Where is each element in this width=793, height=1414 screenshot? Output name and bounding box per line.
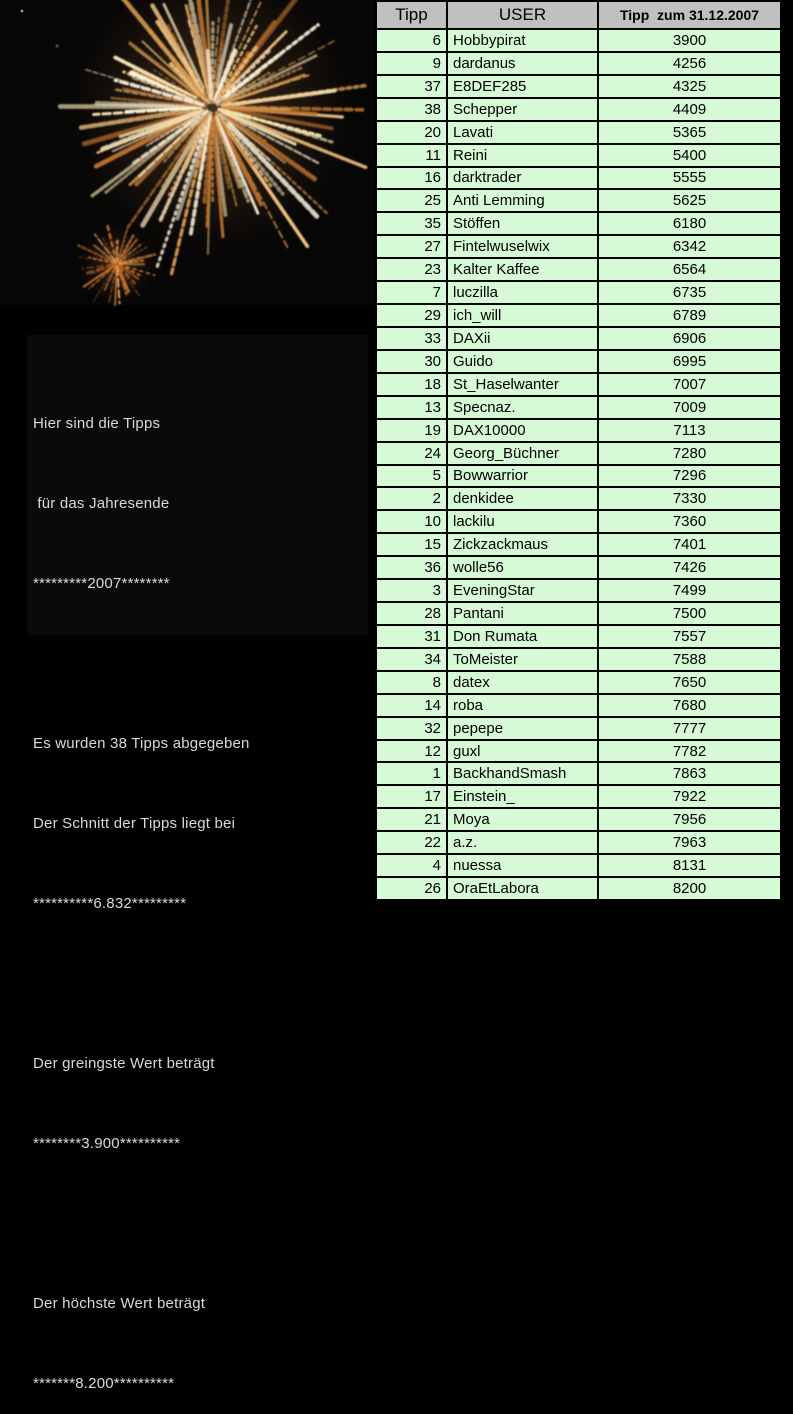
cell-tipp-number: 15 (377, 534, 446, 555)
cell-user: Pantani (448, 603, 597, 624)
cell-user: luczilla (448, 282, 597, 303)
cell-tipp-number: 10 (377, 511, 446, 532)
cell-user: lackilu (448, 511, 597, 532)
cell-tipp-number: 12 (377, 741, 446, 762)
ember-speck (55, 44, 58, 47)
cell-user: St_Haselwanter (448, 374, 597, 395)
cell-user: BackhandSmash (448, 763, 597, 784)
summary-line: Es wurden 38 Tipps abgegeben (33, 734, 250, 754)
cell-user: denkidee (448, 488, 597, 509)
cell-tipp-value: 3900 (599, 30, 780, 51)
cell-user: wolle56 (448, 557, 597, 578)
column-header-tipp-zum: Tipp zum 31.12.2007 (599, 2, 780, 28)
cell-tipp-value: 6789 (599, 305, 780, 326)
summary-line: Der Schnitt der Tipps liegt bei (33, 814, 250, 834)
summary-line: **********6.832********* (33, 894, 250, 914)
summary-line: für das Jahresende (33, 494, 250, 514)
cell-tipp-value: 7280 (599, 443, 780, 464)
cell-tipp-value: 5365 (599, 122, 780, 143)
cell-tipp-number: 36 (377, 557, 446, 578)
cell-tipp-number: 13 (377, 397, 446, 418)
tipps-table (375, 0, 782, 901)
column-header-user: USER (448, 2, 597, 28)
cell-tipp-number: 21 (377, 809, 446, 830)
cell-user: DAXii (448, 328, 597, 349)
cell-tipp-value: 7777 (599, 718, 780, 739)
column-header-tipp: Tipp (377, 2, 446, 28)
cell-user: ToMeister (448, 649, 597, 670)
cell-tipp-number: 18 (377, 374, 446, 395)
cell-user: Zickzackmaus (448, 534, 597, 555)
cell-tipp-number: 9 (377, 53, 446, 74)
cell-user: E8DEF285 (448, 76, 597, 97)
summary-line (33, 654, 250, 674)
cell-tipp-number: 25 (377, 190, 446, 211)
cell-user: Specnaz. (448, 397, 597, 418)
cell-user: Hobbypirat (448, 30, 597, 51)
cell-tipp-number: 24 (377, 443, 446, 464)
cell-tipp-value: 7650 (599, 672, 780, 693)
cell-tipp-number: 14 (377, 695, 446, 716)
cell-user: DAX10000 (448, 420, 597, 441)
summary-line: Der greingste Wert beträgt (33, 1054, 250, 1074)
cell-tipp-value: 6564 (599, 259, 780, 280)
cell-tipp-number: 19 (377, 420, 446, 441)
cell-user: guxl (448, 741, 597, 762)
cell-tipp-number: 27 (377, 236, 446, 257)
cell-tipp-value: 6180 (599, 213, 780, 234)
cell-tipp-number: 35 (377, 213, 446, 234)
fireworks-photo (0, 0, 375, 312)
cell-tipp-number: 11 (377, 145, 446, 166)
cell-tipp-number: 37 (377, 76, 446, 97)
cell-user: nuessa (448, 855, 597, 876)
cell-tipp-value: 5555 (599, 168, 780, 189)
cell-tipp-number: 23 (377, 259, 446, 280)
cell-user: Lavati (448, 122, 597, 143)
cell-tipp-value: 7963 (599, 832, 780, 853)
cell-tipp-value: 7588 (599, 649, 780, 670)
cell-user: Anti Lemming (448, 190, 597, 211)
cell-tipp-number: 3 (377, 580, 446, 601)
cell-tipp-number: 6 (377, 30, 446, 51)
cell-user: Georg_Büchner (448, 443, 597, 464)
cell-tipp-value: 8200 (599, 878, 780, 899)
cell-tipp-value: 7426 (599, 557, 780, 578)
summary-line: Der höchste Wert beträgt (33, 1294, 250, 1314)
cell-tipp-value: 5625 (599, 190, 780, 211)
cell-user: Don Rumata (448, 626, 597, 647)
cell-tipp-value: 6735 (599, 282, 780, 303)
summary-line (33, 974, 250, 994)
cell-tipp-number: 29 (377, 305, 446, 326)
cell-tipp-number: 7 (377, 282, 446, 303)
cell-tipp-number: 16 (377, 168, 446, 189)
cell-user: Schepper (448, 99, 597, 120)
cell-tipp-number: 5 (377, 466, 446, 487)
cell-tipp-value: 7680 (599, 695, 780, 716)
cell-user: dardanus (448, 53, 597, 74)
cell-user: EveningStar (448, 580, 597, 601)
star-speck (21, 10, 24, 13)
cell-tipp-value: 7360 (599, 511, 780, 532)
cell-user: Reini (448, 145, 597, 166)
cell-tipp-value: 4409 (599, 99, 780, 120)
cell-tipp-number: 28 (377, 603, 446, 624)
cell-user: datex (448, 672, 597, 693)
cell-user: roba (448, 695, 597, 716)
cell-user: Fintelwuselwix (448, 236, 597, 257)
cell-tipp-value: 7499 (599, 580, 780, 601)
cell-tipp-value: 7557 (599, 626, 780, 647)
cell-tipp-value: 7007 (599, 374, 780, 395)
cell-tipp-number: 4 (377, 855, 446, 876)
cell-user: Stöffen (448, 213, 597, 234)
cell-tipp-number: 20 (377, 122, 446, 143)
cell-tipp-value: 7956 (599, 809, 780, 830)
summary-line (33, 1214, 250, 1234)
cell-tipp-number: 31 (377, 626, 446, 647)
cell-tipp-value: 4256 (599, 53, 780, 74)
cell-user: Bowwarrior (448, 466, 597, 487)
cell-tipp-value: 7113 (599, 420, 780, 441)
cell-tipp-number: 32 (377, 718, 446, 739)
cell-tipp-value: 7401 (599, 534, 780, 555)
cell-tipp-value: 7782 (599, 741, 780, 762)
cell-tipp-number: 30 (377, 351, 446, 372)
summary-line: Hier sind die Tipps (33, 414, 250, 434)
cell-user: pepepe (448, 718, 597, 739)
summary-line: *********2007******** (33, 574, 250, 594)
cell-tipp-number: 34 (377, 649, 446, 670)
cell-user: Einstein_ (448, 786, 597, 807)
cell-tipp-number: 8 (377, 672, 446, 693)
cell-tipp-value: 7863 (599, 763, 780, 784)
cell-user: a.z. (448, 832, 597, 853)
cell-tipp-value: 8131 (599, 855, 780, 876)
cell-user: OraEtLabora (448, 878, 597, 899)
cell-tipp-value: 6906 (599, 328, 780, 349)
cell-tipp-number: 17 (377, 786, 446, 807)
cell-tipp-value: 4325 (599, 76, 780, 97)
cell-user: Kalter Kaffee (448, 259, 597, 280)
cell-tipp-value: 7500 (599, 603, 780, 624)
cell-user: Guido (448, 351, 597, 372)
left-panel (0, 0, 375, 907)
summary-text (33, 374, 250, 1414)
cell-user: Moya (448, 809, 597, 830)
cell-tipp-value: 7009 (599, 397, 780, 418)
summary-line: *******8.200********** (33, 1374, 250, 1394)
small-burst-glow (69, 216, 165, 312)
cell-tipp-number: 26 (377, 878, 446, 899)
cell-tipp-number: 2 (377, 488, 446, 509)
cell-tipp-number: 33 (377, 328, 446, 349)
cell-tipp-value: 7922 (599, 786, 780, 807)
summary-line: ********3.900********** (33, 1134, 250, 1154)
cell-tipp-value: 6342 (599, 236, 780, 257)
cell-tipp-value: 7330 (599, 488, 780, 509)
cell-tipp-number: 22 (377, 832, 446, 853)
cell-user: darktrader (448, 168, 597, 189)
cell-tipp-number: 1 (377, 763, 446, 784)
cell-tipp-value: 7296 (599, 466, 780, 487)
cell-tipp-value: 6995 (599, 351, 780, 372)
cell-tipp-number: 38 (377, 99, 446, 120)
cell-user: ich_will (448, 305, 597, 326)
cell-tipp-value: 5400 (599, 145, 780, 166)
